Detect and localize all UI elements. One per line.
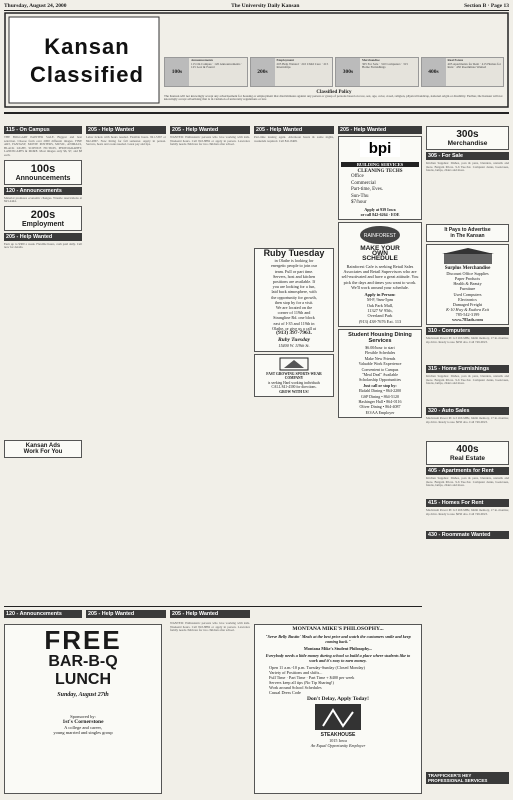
divider bbox=[4, 112, 509, 114]
banner-label: Merchandise bbox=[447, 140, 488, 147]
ruby-line: corner of 119th and bbox=[277, 310, 311, 316]
bbq-lunch: LUNCH bbox=[55, 671, 111, 688]
ruby-line: energetic people to join our bbox=[271, 263, 317, 269]
heading-help-wanted: 205 - Help Wanted bbox=[86, 610, 166, 618]
banner-number: 300s bbox=[456, 129, 479, 140]
bpi-item: Part-time, Eves. bbox=[351, 187, 384, 192]
section-300s-banner bbox=[426, 126, 509, 150]
heading-help-wanted: 205 - Help Wanted bbox=[86, 126, 166, 134]
classified-policy bbox=[164, 91, 504, 119]
policy-title: Classified Policy bbox=[316, 90, 352, 95]
cat-num: 400s bbox=[428, 69, 439, 75]
ad-for-sale[interactable]: Kitchen Supplies: Dishes, pots & pans, blenders, utensils and more. Bargain Prices. 9-6 Tue-Sat. Computer desks, bookcases, futons, lamps, chairs and more. bbox=[426, 162, 509, 173]
dining-item: Convenient to Campus bbox=[361, 366, 399, 372]
heading-help-wanted: 205 - Help Wanted bbox=[338, 126, 422, 134]
heading-announcements: 120 - Announcements bbox=[4, 187, 82, 195]
category-400s[interactable] bbox=[421, 57, 505, 87]
bbq-tagline2: young married and singles group bbox=[53, 730, 113, 735]
bbq-date: Sunday, August 27th bbox=[57, 692, 109, 698]
surplus-building-icon bbox=[438, 247, 498, 265]
dining-title: Student Housing Dining Services bbox=[348, 331, 412, 345]
surplus-item: Health & Beauty bbox=[453, 281, 482, 287]
heading-computers: 310 - Computers bbox=[426, 327, 509, 335]
sportswear-ad[interactable] bbox=[254, 354, 334, 397]
dining-contact: GSP Dining • 864-5120 bbox=[360, 393, 400, 399]
banner-number: 200s bbox=[30, 208, 56, 221]
kansan-ads-line2: Work For You bbox=[23, 448, 63, 455]
rain-apply-line: 11327 W 95th, bbox=[367, 308, 393, 314]
surplus-item: Discount Office Supplies bbox=[446, 271, 489, 277]
bottom-col2-heading bbox=[86, 608, 166, 620]
running-header bbox=[4, 2, 509, 11]
category-index bbox=[164, 57, 504, 87]
surplus-item: Used Computers bbox=[453, 291, 482, 297]
heading-announcements: 120 - Announcements bbox=[4, 610, 82, 618]
dining-item: Flexible Schedules bbox=[364, 350, 396, 356]
ruby-line: We are located on the bbox=[275, 305, 313, 311]
banner-label: Real Estate bbox=[449, 455, 486, 463]
surplus-item: Damaged Freight bbox=[452, 301, 483, 307]
surplus-item: Paper Products bbox=[454, 276, 481, 282]
bottom-col1-heading bbox=[4, 608, 82, 620]
column-3 bbox=[170, 124, 250, 634]
cat-label: Merchandise bbox=[362, 58, 380, 62]
bottom-col3-heading bbox=[170, 608, 250, 620]
bpi-item: Sun-Thu bbox=[351, 193, 369, 199]
bpi-headline: CLEANING TECHS bbox=[357, 169, 403, 174]
heading-on-campus: 115 - On Campus bbox=[4, 126, 82, 134]
banner-number: 100s bbox=[30, 162, 56, 175]
dining-item: Valuable Work Experience bbox=[358, 361, 402, 367]
banner-label: Announcements bbox=[15, 174, 71, 182]
cat-items: 405 Apartments for Rent · 415 Homes for Rent · 430 Roommate Wanted bbox=[447, 61, 501, 70]
montana-item: Casual Dress Code bbox=[269, 690, 301, 695]
heading-help-wanted: 205 - Help Wanted bbox=[170, 126, 250, 134]
ruby-line: team. Full or part time. bbox=[274, 268, 314, 274]
rain-apply-line: (913) 438-7676 Ext. 113 bbox=[358, 318, 402, 324]
surplus-item: Electronics bbox=[458, 296, 477, 302]
column-6 bbox=[426, 124, 509, 794]
banner-number: 400s bbox=[456, 444, 479, 456]
ad-announcement[interactable]: Material promotes economic changes. Wrestle reservations at 843-4444. bbox=[4, 195, 82, 204]
category-300s[interactable] bbox=[335, 57, 419, 87]
issue-date: Thursday, August 24, 2000 bbox=[4, 3, 67, 9]
montana-item: Work around School Schedules bbox=[269, 685, 322, 690]
cat-label: Announcements bbox=[191, 58, 213, 62]
rain-headline2: OWN bbox=[372, 250, 388, 258]
ad-apartment[interactable]: Kitchen Supplies: Dishes, pots & pans, blenders, utensils and more. Bargain Prices. 9-6 Tue-Sat. Computer desks, bookcases, futons, lamps, chairs and more. bbox=[426, 477, 509, 488]
montana-item: Open 11 a.m.-10 p.m. Tuesday-Sunday (Closed Monday) bbox=[269, 665, 365, 670]
dining-contact: Oliver Dining • 864-4087 bbox=[359, 404, 401, 410]
heading-auto-sales: 320 - Auto Sales bbox=[426, 407, 509, 415]
bbq-sponsor: 1st's Cornerstone bbox=[62, 719, 104, 725]
ad-leasing-agent[interactable]: Part-time leasing agent. Afternoon hours & some nights, weekends required. Call 841-8468. bbox=[254, 136, 334, 143]
it-pays-box bbox=[426, 224, 509, 242]
ad-trafficker: TRAFFICKER'S HEY PROFESSIONAL SERVICES bbox=[426, 772, 509, 784]
rain-headline3: SCHEDULE bbox=[362, 255, 398, 263]
montana-eoe: An Equal Opportunity Employer bbox=[310, 743, 366, 748]
bbq-tagline: A college and career, bbox=[64, 725, 102, 730]
sportswear-call: CALL 841-4300 for directions. bbox=[271, 385, 317, 390]
bpi-subtitle: BUILDING SERVICES bbox=[341, 162, 419, 167]
title-classified: Classified bbox=[30, 62, 144, 87]
bottom-divider bbox=[4, 606, 422, 607]
dining-item: $6.00/hour to start bbox=[365, 344, 395, 350]
heading-apartments: 405 - Apartments for Rent bbox=[426, 467, 509, 475]
sportswear-cta: GROW WITH US! bbox=[279, 389, 309, 394]
paper-name: The University Daily Kansan bbox=[231, 3, 300, 9]
heading-help-wanted: 205 - Help Wanted bbox=[254, 126, 334, 134]
montana-quote2: Everybody needs a little money during school so build a place where students like to work and it's easy to earn money. bbox=[265, 653, 411, 663]
rainforest-logo-icon bbox=[358, 225, 402, 245]
section-200s-banner bbox=[4, 206, 82, 231]
montana-title: MONTANA MIKE'S PHILOSOPHY... bbox=[292, 626, 384, 632]
category-100s[interactable] bbox=[164, 57, 248, 87]
title-kansan: Kansan bbox=[44, 34, 130, 59]
bpi-apply: Apply at 939 Iowa bbox=[364, 206, 396, 212]
cat-items: 205 Help Wanted · 210 Child Care · 215 Internships bbox=[276, 61, 329, 70]
rain-apply-line: Oak Park Mall, bbox=[366, 302, 394, 308]
surplus-item: Furniture bbox=[459, 286, 476, 292]
heading-home-furnishings: 315 - Home Furnishings bbox=[426, 365, 509, 373]
bpi-ad[interactable] bbox=[338, 136, 422, 220]
bbq-sponsor-label: Sponsored by: bbox=[70, 714, 96, 719]
dining-contact: Hashinger Hall • 864-0116 bbox=[358, 399, 402, 405]
bbq-title: BAR-B-Q bbox=[48, 653, 118, 670]
montana-item: Servers keep all tips (No Tip Sharing!) bbox=[269, 680, 334, 685]
masthead bbox=[4, 12, 509, 108]
ruby-line: Olathe, or give us a call at bbox=[272, 325, 316, 331]
montana-item: Full Time · Part Time · Part Time + $400 per week bbox=[269, 675, 355, 680]
policy-text: The Kansan will not knowingly accept any advertisement for housing or employment that discriminates against any person or group of persons based on race, sex, age, color, creed, religion, physical handicap, national origin or disability. Further, the Kansan will not knowingly accept advertising that is in violation of university regulations or law. bbox=[164, 93, 503, 102]
ruby-line: Strangline Rd. one block bbox=[273, 315, 315, 321]
bpi-item: Commercial bbox=[351, 180, 376, 186]
cat-num: 200s bbox=[257, 69, 268, 75]
montana-quote: "Serve Belly Bustin' Meals at the best price and watch the customers smile and keep coming back." bbox=[265, 634, 411, 644]
section-page: Section B · Page 13 bbox=[464, 3, 509, 9]
bpi-logo-icon bbox=[360, 139, 400, 157]
ruby-line: Servers, host and kitchen bbox=[272, 273, 316, 279]
ad-help-wanted-text[interactable]: WANTED: Enthusiastic persons who love working with kids. Weekend hours. Call 843-8882 or apply in person. Lawrence family needs childcare for two children after school. bbox=[170, 136, 250, 147]
column-5 bbox=[338, 124, 422, 644]
montana-logo-icon bbox=[313, 702, 363, 732]
dining-contact: Ekdahl Dining • 864-2200 bbox=[358, 388, 402, 394]
cat-items: 305 For Sale · 310 Computers · 315 Home Furnishings bbox=[362, 61, 408, 70]
ad-help-wanted-text[interactable]: Labor tickets with hours needed. Flexible hours. 841-5367 or 842-4867. Now hiring for fall semester. Apply in person. Servers, hosts and cooks needed. Great pay and tips. bbox=[86, 136, 166, 147]
rain-apply-line: M-F, 9am-5pm bbox=[367, 297, 393, 303]
bottom-col6-heading bbox=[426, 770, 509, 786]
heading-help-wanted: 205 - Help Wanted bbox=[4, 233, 82, 241]
category-200s[interactable] bbox=[250, 57, 334, 87]
ad-auto[interactable]: Macintosh Power PC G3 266 MHz, 64mb memory, 17 in. monitor, zip drive. Ready to use. $650 obo. Call 749-0023. bbox=[426, 417, 509, 424]
surplus-phone: 785-542-3199 bbox=[455, 311, 480, 317]
free-bbq-ad[interactable] bbox=[4, 624, 162, 794]
dining-call: Just call or stop by: bbox=[363, 382, 397, 388]
column-2 bbox=[86, 124, 166, 634]
montana-logo-text: STEAKHOUSE bbox=[320, 732, 356, 738]
ruby-line: laid back atmosphere, with bbox=[271, 289, 317, 295]
cat-items: 115 On Campus · 120 Announcements · 125 Lost & Found bbox=[191, 61, 243, 70]
sportswear-sub: is seeking Hard working individuals bbox=[267, 380, 321, 385]
heading-help-wanted: 205 - Help Wanted bbox=[170, 610, 250, 618]
svg-text:RAINFOREST: RAINFOREST bbox=[363, 232, 397, 239]
surplus-url[interactable]: www.785ads.com bbox=[452, 317, 483, 323]
ad-home[interactable]: Macintosh Power PC G3 266 MHz, 64mb memory, 17 in. monitor, zip drive. Ready to use. $650 obo. Call 749-0023. bbox=[426, 509, 509, 516]
surplus-location: K-10 Hwy & Eudora Exit bbox=[446, 306, 489, 312]
ruby-address: 15400 W. 119th St. bbox=[278, 343, 310, 349]
surplus-ad[interactable] bbox=[426, 244, 509, 325]
surplus-title: Surplus Merchandise bbox=[444, 266, 491, 272]
heading-roommate: 430 - Roommate Wanted bbox=[426, 531, 509, 539]
ruby-line: the opportunity for growth, bbox=[271, 294, 317, 300]
ruby-line: you are looking for a fun, bbox=[272, 284, 316, 290]
montana-apply: Don't Delay, Apply Today! bbox=[306, 696, 370, 702]
rain-headline1: MAKE YOUR bbox=[360, 244, 400, 252]
ruby-line: east of I-35 and 119th in bbox=[273, 320, 315, 326]
ruby-line: in Olathe is looking for bbox=[274, 258, 314, 264]
svg-text:bpi: bpi bbox=[368, 140, 392, 157]
montana-philosophy: Montana Mike's Student Philosophy... bbox=[303, 646, 373, 651]
ruby-tuesday-ad[interactable] bbox=[254, 248, 334, 352]
montana-address: 1015 Iowa bbox=[329, 738, 347, 743]
ruby-phone: (913) 397-7963. bbox=[276, 330, 312, 337]
ad-furnishing[interactable]: Kitchen Supplies: Dishes, pots & pans, blenders, utensils and more. Bargain Prices. 9-6 Tue-Sat. Computer desks, bookcases, futons, lamps, chairs and more. bbox=[426, 375, 509, 386]
montana-mikes-ad[interactable] bbox=[254, 624, 422, 794]
sportswear-title: FAST GROWING SPORTS-WEAR COMPANY bbox=[266, 372, 322, 381]
bpi-item: Office bbox=[351, 174, 364, 179]
ruby-title: Ruby Tuesday bbox=[263, 248, 325, 258]
ruby-line: then stop by for a visit. bbox=[274, 299, 314, 305]
section-400s-banner bbox=[426, 441, 509, 465]
cat-label: Employment bbox=[276, 58, 295, 62]
bbq-free: FREE bbox=[44, 625, 122, 655]
bpi-item: $7/hour bbox=[351, 200, 367, 205]
montana-item: Variety of Positions and shifts... bbox=[269, 670, 323, 675]
ad-computer[interactable]: Macintosh Power PC G3 266 MHz, 64mb memory, 17 in. monitor, zip drive. Ready to use. $650 obo. Call 749-0023. bbox=[426, 337, 509, 344]
kansan-ads-box bbox=[4, 440, 82, 458]
column-4 bbox=[254, 124, 334, 634]
bpi-apply2: or call 842-6264 · EOE bbox=[360, 211, 400, 217]
banner-label: Employment bbox=[21, 220, 64, 228]
cat-num: 100s bbox=[171, 69, 183, 75]
heading-homes: 415 - Homes For Rent bbox=[426, 499, 509, 507]
dining-item: Scholarship Opportunities bbox=[359, 377, 401, 383]
rain-body: Rainforest Cafe is seeking Retail Sales Associates and Retail Supervisors who are self-motivated and have a great attitude. You pick the days and times you want to work. We'll work around your schedule. bbox=[341, 263, 419, 290]
rain-apply-title: Apply in Person: bbox=[364, 292, 396, 298]
rainforest-cafe-ad[interactable] bbox=[338, 222, 422, 327]
kansan-classified-title bbox=[12, 20, 162, 102]
farm-logo-icon bbox=[279, 357, 309, 371]
dining-item: "Meal Deal" Available bbox=[361, 371, 399, 377]
ad-help-wanted[interactable]: Earn up to $300 a week. Flexible hours, cash paid daily. Call now for details. bbox=[4, 241, 82, 250]
bottom-col3-text[interactable]: WANTED: Enthusiastic persons who love working with kids. Weekend hours. Call 843-8882 or apply in person. Lawrence family needs childcare for two children after school. bbox=[170, 622, 250, 633]
it-pays-line1: It Pays to Advertise bbox=[444, 227, 491, 233]
dining-eoe: EO/AA Employer bbox=[365, 409, 395, 415]
ruby-line: positions are available. If bbox=[272, 279, 316, 285]
ad-poster-sale[interactable]: THE BOGGART PAINTER SALE. Biggest and best selection. Choose from over 2000 different images. FINE ART, FANTASY, MOVIE POSTERS, MUSIC, ANIMALS, BLACK LIGHT, SCIENCE FICTION, PHOTOGRAPHY, LANDSCAPES & MORE. Most images only $6, $7, and $8 each. bbox=[4, 135, 82, 157]
cat-label: Real Estate bbox=[447, 58, 463, 62]
dining-item: Make New Friends bbox=[364, 355, 396, 361]
kansan-ads-line1: Kansan Ads bbox=[25, 442, 61, 449]
column-1 bbox=[4, 124, 82, 634]
dining-services-ad[interactable] bbox=[338, 329, 422, 418]
heading-for-sale: 305 - For Sale bbox=[426, 152, 509, 160]
it-pays-line2: in The Kansan bbox=[450, 233, 485, 239]
rain-apply-line: Overland Park bbox=[367, 313, 393, 319]
section-100s-banner bbox=[4, 160, 82, 185]
ruby-signature: Ruby Tuesday bbox=[277, 337, 311, 344]
cat-num: 300s bbox=[342, 69, 354, 75]
